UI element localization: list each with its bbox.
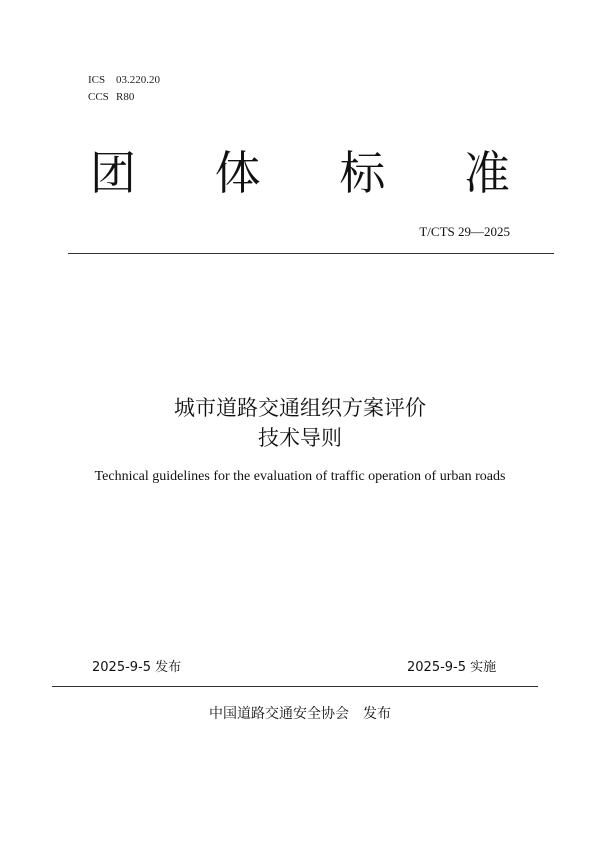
footer-divider — [52, 686, 538, 687]
title-char-1: 团 — [90, 146, 136, 200]
ccs-classification — [88, 90, 134, 104]
publish-action: 发布 — [363, 706, 391, 722]
document-title-cn-line2: 技术导则 — [258, 426, 342, 450]
publisher-name: 中国道路交通安全协会 — [209, 706, 349, 722]
title-char-3: 标 — [339, 146, 386, 200]
ccs-code: R80 — [116, 91, 135, 103]
ics-code: 03.220.20 — [116, 74, 160, 86]
standard-type-title — [90, 140, 510, 200]
publisher-line — [0, 703, 600, 723]
title-char-2: 体 — [214, 146, 261, 200]
ccs-label: CCS — [88, 91, 109, 103]
header-divider — [68, 253, 554, 254]
document-title-en: Technical guidelines for the evaluation of traffic operation of urban roads — [94, 469, 506, 484]
title-char-4: 准 — [463, 146, 510, 200]
ics-classification — [88, 73, 160, 87]
ics-label: ICS — [88, 74, 106, 86]
standard-number: T/CTS 29—2025 — [419, 224, 510, 239]
issue-date: 2025-9-5 发布 — [92, 660, 182, 675]
document-title-cn-line1: 城市道路交通组织方案评价 — [174, 396, 426, 420]
implementation-date: 2025-9-5 实施 — [407, 660, 497, 675]
